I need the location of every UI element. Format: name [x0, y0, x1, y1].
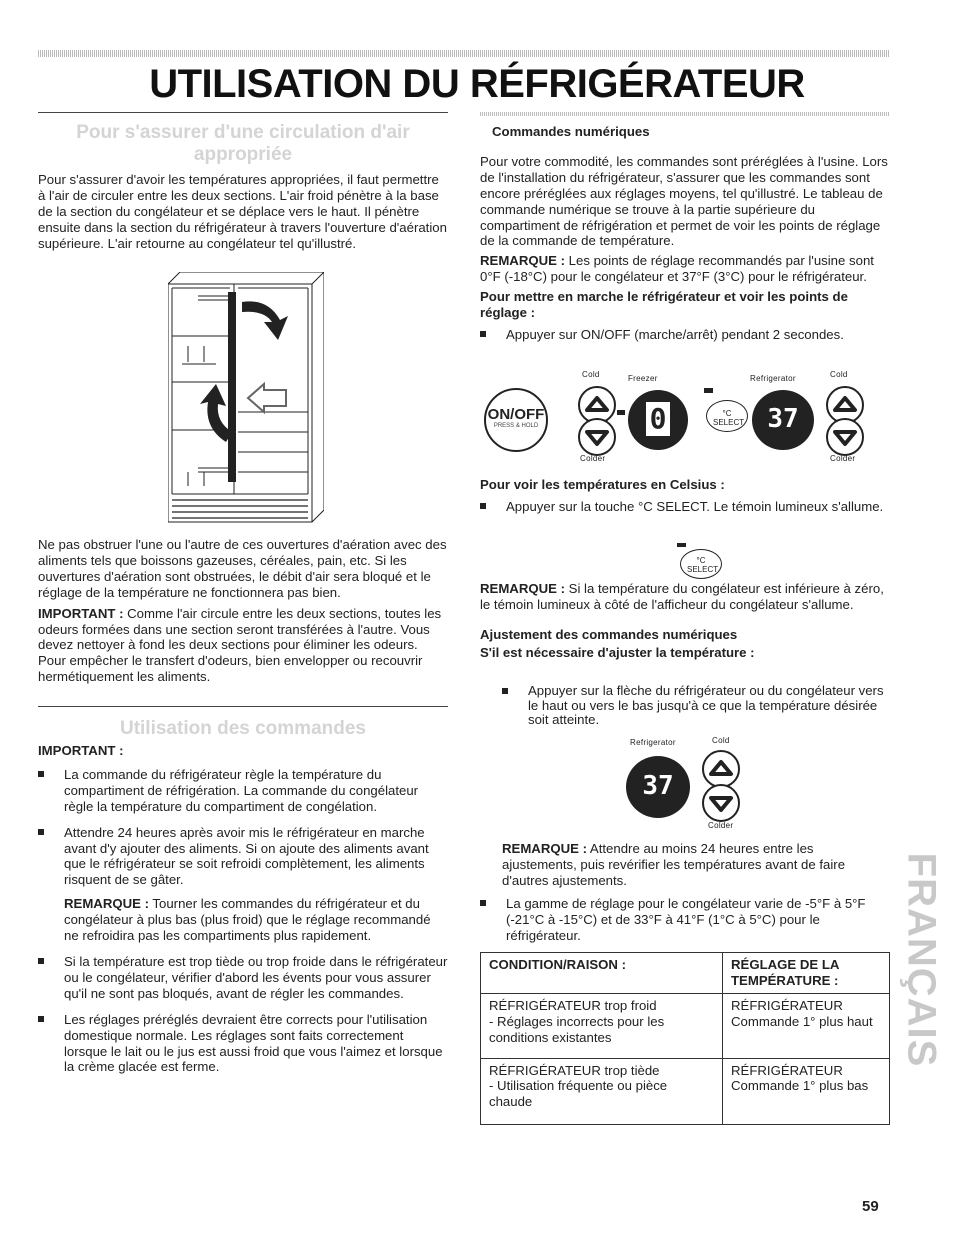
start-heading: Pour mettre en marche le réfrigérateur et voir les points de réglage :: [480, 289, 848, 321]
range-bullet-block: [480, 896, 890, 954]
bullet-text: La commande du réfrigérateur règle la température du compartiment de réfrigération. La commande du congélateur règle la température du compartiment de congélation.: [64, 766, 419, 814]
colder-label-right: Colder: [830, 454, 856, 463]
adjust-heading: Ajustement des commandes numériques: [480, 626, 738, 642]
freezer-indicator-light: [617, 410, 625, 415]
press-hold-label: PRESS & HOLD: [493, 423, 539, 429]
freezer-display: [628, 390, 688, 450]
digital-controls-heading: Commandes numériques: [492, 124, 650, 139]
chevron-up-icon: [828, 388, 862, 422]
c-select-icon-label: °C SELECT: [687, 556, 719, 574]
bullet-text: La gamme de réglage pour le congélateur varie de -5°F à 5°F (-21°C à -15°C) et de 33°F à 41°F (1°C à 5°C) pour le réfrigérateur.: [506, 896, 866, 943]
fridge-adjust-illustration: [620, 734, 760, 834]
list-item: [38, 1012, 448, 1076]
page-title: UTILISATION DU RÉFRIGÉRATEUR: [149, 62, 805, 106]
adjust-bullets: [502, 684, 890, 728]
onoff-label: ON/OFF: [487, 406, 545, 423]
remark-label: REMARQUE :: [64, 896, 149, 912]
c-select-icon: [680, 549, 722, 579]
list-item: [38, 954, 448, 1002]
table-header-condition: CONDITION/RAISON :: [481, 953, 723, 994]
fridge-up-button[interactable]: [702, 750, 740, 788]
adjust-subheading: S'il est nécessaire d'ajuster la température :: [480, 644, 755, 660]
freezer-label: Freezer: [628, 374, 658, 383]
language-side-tab: [896, 850, 946, 1070]
c-select-button[interactable]: [706, 400, 748, 432]
fridge-down-button[interactable]: [826, 418, 864, 456]
list-item: [38, 825, 448, 944]
colder-label: Colder: [708, 821, 734, 830]
refrigerator-label: Refrigerator: [750, 374, 796, 383]
celsius-section: [480, 477, 890, 525]
bullet-text: Attendre 24 heures après avoir mis le réfrigérateur en marche avant d'y ajouter des aliments. Si on ajoute des aliments avant que le réfrigérateur se soit refroidi complètement, les aliments risquent de se gâter.: [64, 824, 429, 888]
factory-setpoints-remark: [480, 253, 890, 285]
bullet-text: Si la température est trop tiède ou trop froide dans le réfrigérateur ou le congélateur, vérifier d'abord les évents pour vous assurer qu'il ne sont pas bloqués, avant de régler les commandes.: [64, 953, 448, 1001]
table-row: [481, 1058, 890, 1125]
fridge-airflow-illustration: [168, 272, 324, 524]
refrigerator-label: Refrigerator: [630, 738, 676, 747]
remark-label: REMARQUE :: [480, 581, 565, 596]
remark-text: Si la température du congélateur est inférieure à zéro, le témoin lumineux à côté de l'afficheur du congélateur s'allume.: [480, 581, 884, 612]
table-row: [481, 993, 890, 1058]
fridge-display-digits: 37: [767, 404, 799, 434]
remark-text: Tourner les commandes du réfrigérateur et du congélateur à plus bas (plus froid) que le réglage recommandé ne refroidira pas les compartiments plus rapidement.: [64, 896, 431, 944]
important-text: Comme l'air circule entre les deux sections, toutes les odeurs formées dans une section seront transférées à l'autre. Vous devez nettoyer à fond les deux sections pour éliminer les odeurs. Pour empêcher le transfert d'odeurs, bien envelopper ou recouvrir hermétiquement les aliments.: [38, 605, 442, 685]
remark-text: Les points de réglage recommandés par l'usine sont 0°F (-18°C) pour le congélateur et 37°F (3°C) pour le réfrigérateur.: [480, 253, 874, 285]
controls-remark: [64, 896, 448, 944]
cold-label-right: Cold: [830, 370, 848, 379]
cold-label: Cold: [712, 736, 730, 745]
left-column: [38, 122, 448, 252]
range-bullets: [480, 896, 890, 944]
list-item: [480, 499, 890, 515]
remark-label: REMARQUE :: [480, 253, 565, 269]
chevron-down-icon: [704, 786, 738, 820]
remark-text: Attendre au moins 24 heures entre les ajustements, puis revérifier les températures avant de faire d'autres ajustements.: [502, 841, 846, 888]
freezer-down-button[interactable]: [578, 418, 616, 456]
adjustment-table: [480, 952, 890, 1125]
controls-bullet-list: [38, 767, 448, 1075]
page-number: 59: [862, 1198, 879, 1215]
list-item: [38, 767, 448, 815]
control-panel-illustration: [480, 366, 890, 466]
section2-rule: [38, 706, 448, 707]
fridge-display-small: [626, 756, 690, 818]
table-cell: RÉFRIGÉRATEUR trop froid - Réglages incorrects pour les conditions existantes: [481, 993, 723, 1058]
cold-label-left: Cold: [582, 370, 600, 379]
list-item: [502, 684, 890, 728]
wait-remark: [502, 841, 890, 889]
section-heading-controls: Utilisation des commandes: [119, 718, 366, 739]
fridge-display: [752, 390, 814, 450]
adjust-bullet-block: [502, 684, 890, 738]
fridge-display-digits: 37: [642, 771, 674, 801]
vent-obstruction-paragraph: Ne pas obstruer l'une ou l'autre de ces ouvertures d'aération avec des aliments tels que boissons gazeuses, céréales, pain, etc. Si les ouvertures d'aération sont obstruées, le débit d'air sera bloqué et le réglage de la température ne fonctionnera pas bien.: [38, 537, 447, 600]
chevron-up-icon: [580, 388, 614, 422]
bullet-text: Les réglages préréglés devraient être corrects pour l'utilisation domestique normale. Les réglages sont faits correctement lorsque le lait ou le jus est aussi froid que vous l'aimez et lorsque la crème glacée est ferme.: [64, 1011, 443, 1075]
celsius-indicator-light: [704, 388, 713, 393]
digital-controls-paragraph: Pour votre commodité, les commandes sont préréglées à l'usine. Lors de l'installation du réfrigérateur, s'assurer que les commandes sont encore préréglées aux réglages moyens, tel qu'illustré. Le tableau de commande numérique se trouve à la partie supérieure du compartiment de réfrigération et permet de voir les points de réglage de la commande de température.: [480, 153, 888, 249]
c-select-indicator-light: [677, 543, 686, 547]
fridge-down-button[interactable]: [702, 784, 740, 822]
celsius-bullets: [480, 499, 890, 515]
chevron-down-icon: [580, 420, 614, 454]
right-mid: [480, 581, 890, 661]
list-item: [480, 896, 890, 944]
controls-section: [38, 718, 448, 1085]
bullet-text: Appuyer sur la touche °C SELECT. Le témoin lumineux s'allume.: [506, 498, 884, 514]
left-column-lower: [38, 537, 448, 685]
onoff-button[interactable]: [484, 388, 548, 452]
bullet-text: Appuyer sur ON/OFF (marche/arrêt) pendant 2 secondes.: [506, 326, 844, 342]
table-header-setting: RÉGLAGE DE LA TEMPÉRATURE :: [723, 953, 890, 994]
chevron-down-icon: [828, 420, 862, 454]
freezer-light-remark: [480, 581, 890, 613]
side-tab-label: FRANÇAIS: [899, 852, 944, 1068]
table-cell: RÉFRIGÉRATEUR Commande 1° plus haut: [723, 993, 890, 1058]
right-top-dotted-bar: [480, 112, 890, 116]
right-column: [480, 124, 890, 353]
section-heading-air-circulation: Pour s'assurer d'une circulation d'air appropriée: [76, 122, 410, 165]
air-circulation-paragraph: Pour s'assurer d'avoir les températures appropriées, il faut permettre à l'air de circuler entre les deux sections. L'air froid pénètre à la base de la section du congélateur et se déplace vers le haut. Il pénètre ensuite dans la section du réfrigérateur à travers l'ouverture d'aération supérieure. L'air retourne au congélateur tel qu'illustré.: [38, 172, 447, 251]
remark-label: REMARQUE :: [502, 841, 587, 856]
start-bullets: [480, 327, 890, 343]
title-rule-left: [38, 112, 448, 113]
controls-important-label: IMPORTANT :: [38, 743, 124, 758]
celsius-heading: Pour voir les températures en Celsius :: [480, 477, 725, 492]
list-item: [480, 327, 890, 343]
table-header-row: [481, 953, 890, 994]
important-label: IMPORTANT :: [38, 605, 124, 621]
odor-important-paragraph: [38, 606, 448, 686]
adjust-remark-block: [502, 841, 890, 889]
table-cell: RÉFRIGÉRATEUR trop tiède - Utilisation fréquente ou pièce chaude: [481, 1058, 723, 1125]
freezer-display-digit: 0: [646, 402, 671, 436]
chevron-up-icon: [704, 752, 738, 786]
bullet-text: Appuyer sur la flèche du réfrigérateur ou du congélateur vers le haut ou vers le bas jusqu'à ce que la température désirée soit atteinte.: [528, 683, 884, 728]
c-select-label: °C SELECT: [713, 409, 745, 427]
colder-label-left: Colder: [580, 454, 606, 463]
top-decorative-bar: [38, 50, 890, 57]
table-cell: RÉFRIGÉRATEUR Commande 1° plus bas: [723, 1058, 890, 1125]
